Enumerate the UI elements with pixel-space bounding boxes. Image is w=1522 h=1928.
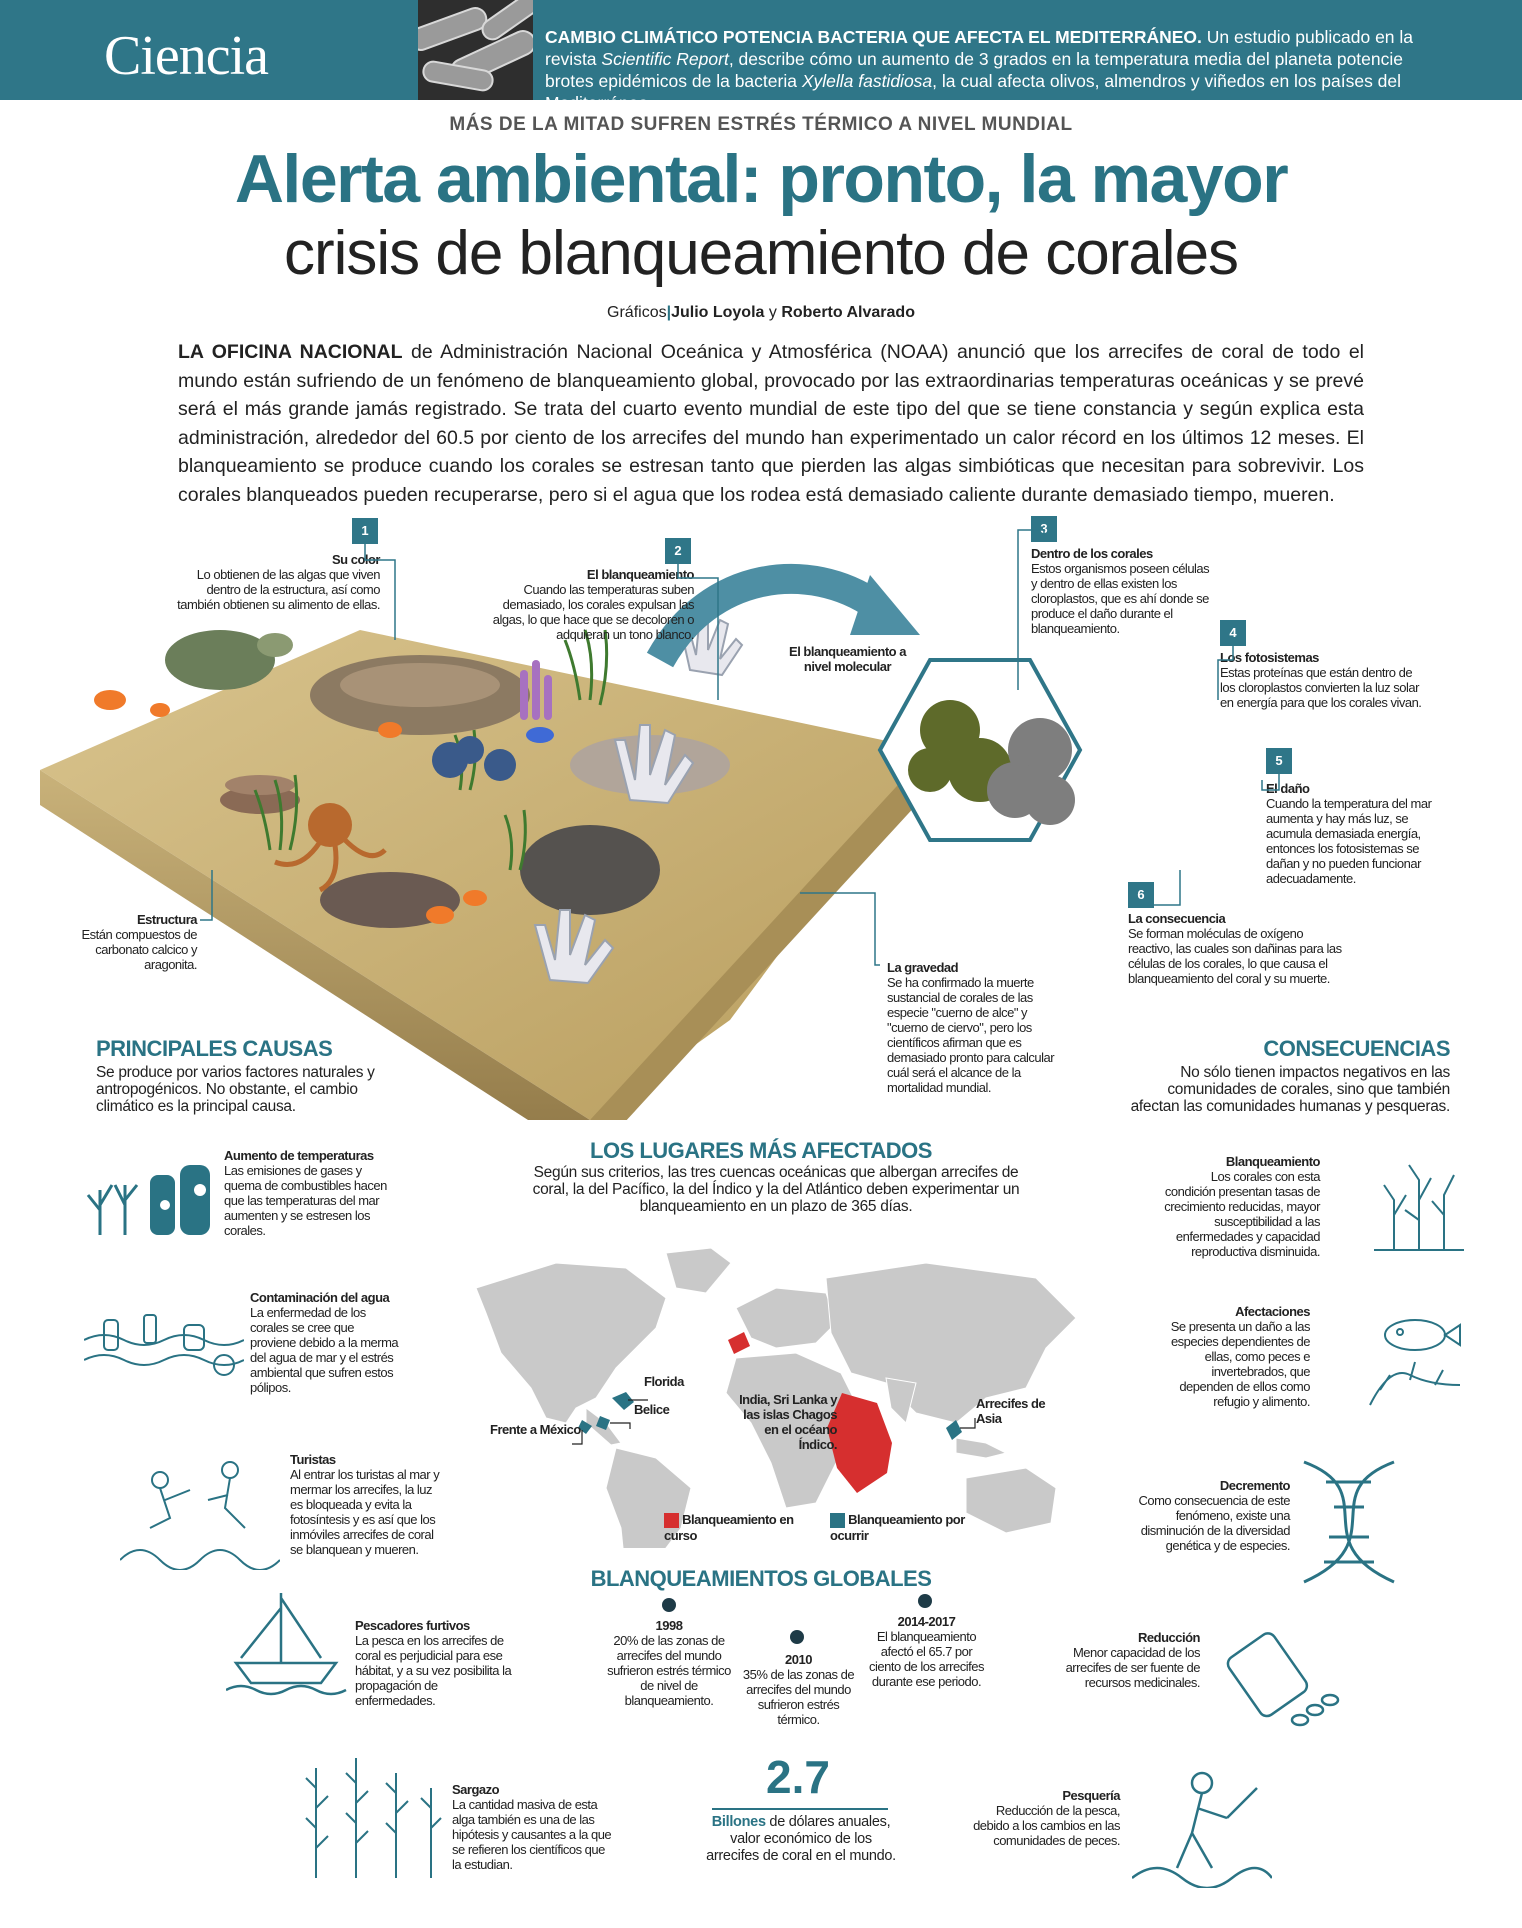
label-blanqueamiento-text: Cuando las temperaturas suben demasiado, los corales expulsan las algas, lo que hace que se decoloren o adquieran un tono blanco.: [492, 582, 694, 642]
map-label-belice: Belice: [634, 1402, 670, 1417]
stat-value: 2.7: [766, 1751, 830, 1803]
label-fotosistemas-text: Estas proteínas que están dentro de los cloroplastos convierten la luz solar en energía para que los corales vivan.: [1220, 665, 1422, 710]
label-molecular-heading: El blanqueamiento a nivel molecular: [789, 644, 906, 674]
cons-decrement: [1110, 1478, 1290, 1553]
lead-in: LA OFICINA NACIONAL: [178, 341, 403, 363]
timeline-1998-text: 20% de las zonas de arrecifes del mundo sufrieron estrés térmico de nivel de blanqueamiento.: [607, 1633, 731, 1708]
label-consecuencia-text: Se forman moléculas de oxígeno reactivo, las cuales son dañinas para las células de los corales, lo que causa el blanqueamiento del coral y su muerte.: [1128, 926, 1342, 986]
byline-author-1: Julio Loyola: [671, 304, 765, 321]
timeline-1998-year: 1998: [655, 1618, 683, 1633]
legend-current-label: Blanqueamiento en curso: [664, 1512, 794, 1544]
area-asia: [946, 1420, 962, 1440]
cons-affectations-heading: Afectaciones: [1235, 1304, 1310, 1319]
marker-6: 6: [1128, 882, 1154, 908]
cons-reduction-heading: Reducción: [1138, 1630, 1200, 1645]
news-journal: Scientific Report: [601, 49, 729, 69]
label-blanqueamiento-heading: El blanqueamiento: [586, 567, 694, 582]
timeline-marker-1998: [662, 1598, 676, 1612]
timeline-2014-text: El blanqueamiento afectó el 65.7 por ciento de los arrecifes durante ese periodo.: [869, 1629, 984, 1689]
tourists-diving-icon: [120, 1450, 280, 1570]
timeline-2010: [736, 1652, 861, 1727]
cause-temperature-heading: Aumento de temperaturas: [224, 1148, 374, 1163]
byline-and: y: [764, 304, 782, 321]
label-gravedad-text: Se ha confirmado la muerte sustancial de corales de las especie "cuerno de alce" y "cuerno de ciervo", pero los científicos afirman que es demasiado pronto para calcular cuál será el alcance de la mortalidad mundial.: [887, 975, 1055, 1095]
timeline-2010-year: 2010: [785, 1652, 812, 1667]
label-estructura-heading: Estructura: [136, 912, 197, 927]
label-gravedad-heading: La gravedad: [887, 960, 959, 975]
label-su-color-heading: Su color: [331, 552, 380, 567]
headline-line-1: Alerta ambiental: pronto, la mayor: [234, 141, 1288, 217]
news-body-1: Un estudio publicado en la revista: [545, 27, 1414, 69]
map-label-mexico: Frente a México: [490, 1422, 581, 1437]
map-label-asia: Arrecifes de Asia: [976, 1396, 1046, 1426]
legend-current-swatch: [664, 1513, 679, 1528]
cause-poachers: [355, 1618, 515, 1708]
cause-poachers-heading: Pescadores furtivos: [355, 1618, 470, 1633]
legend-future-label: Blanqueamiento por ocurrir: [830, 1512, 965, 1544]
label-consecuencia-heading: La consecuencia: [1128, 911, 1226, 926]
stat-caption: [706, 1814, 896, 1865]
marker-3: 3: [1031, 516, 1057, 542]
marker-1: 1: [352, 518, 378, 544]
water-pollution-icon: [84, 1310, 244, 1390]
stat-divider: [712, 1808, 888, 1810]
lead-body: de Administración Nacional Oceánica y Atmosférica (NOAA) anunció que los arrecifes de coral de todo el mundo están sufriendo de un fenómeno de blanqueamiento global, provocado por las extraordinarias temperaturas oceánicas y se prevé será el más grande jamás registrado. Se trata del cuarto evento mundial de este tipo del que se tiene constancia y según explica esta administración, alrededor del 60.5 por ciento de los arrecifes del mundo han experimentado un calor récord en los últimos 12 meses. El blanqueamiento se produce cuando los corales se estresan tanto que pierden las algas simbióticas que necesitan para sobrevivir. Los corales blanqueados pueden recuperarse, pero si el agua que los rodea está demasiado caliente durante demasiado tiempo, mueren.: [178, 341, 1365, 506]
byline-prefix: Gráficos: [607, 304, 667, 321]
cause-sargassum-text: La cantidad masiva de esta alga también es una de las hipótesis y causantes a la que se refieren los científicos que la estudian.: [452, 1797, 612, 1872]
fisherman-icon: [1132, 1768, 1272, 1888]
fishing-boat-icon: [226, 1588, 356, 1698]
marker-5: 5: [1266, 748, 1292, 774]
cons-bleaching-text: Los corales con esta condición presentan tasas de crecimiento reducidas, mayor susceptibilidad a las enfermedades y capacidad reproductiva disminuida.: [1164, 1169, 1320, 1259]
medicine-bottle-icon: [1220, 1620, 1350, 1730]
places-intro: Según sus criterios, las tres cuencas oceánicas que albergan arrecifes de coral, la del Pacífico, la del Índico y la del Atlántico deben experimentar un blanqueamiento en un plazo de 365 días.: [532, 1164, 1020, 1215]
news-body-3: , la cual afecta olivos, almendros y viñedos en los países del Mediterráneo.: [545, 71, 1402, 113]
consequences-title: CONSECUENCIAS: [1263, 1036, 1450, 1061]
label-dano-text: Cuando la temperatura del mar aumenta y hay más luz, se acumula demasiada energía, entonces los fotosistemas se dañan y no pueden funcionar adecuadamente.: [1266, 796, 1432, 886]
news-body-2: , describe cómo un aumento de 3 grados en la temperatura media del planeta potencie brotes epidémicos de la bacteria: [545, 49, 1404, 91]
marker-4: 4: [1220, 620, 1246, 646]
sargassum-icon: [296, 1758, 446, 1878]
timeline-title: BLANQUEAMIENTOS GLOBALES: [590, 1566, 932, 1591]
label-su-color-text: Lo obtienen de las algas que viven dentro de la estructura, así como también obtienen su alimento de ellas.: [177, 567, 380, 612]
timeline-marker-2014: [918, 1594, 932, 1608]
label-estructura-text: Están compuestos de carbonato calcico y aragonita.: [81, 927, 197, 972]
news-species: Xylella fastidiosa: [801, 71, 933, 91]
byline-author-2: Roberto Alvarado: [781, 304, 915, 321]
causes-intro: Se produce por varios factores naturales y antropogénicos. No obstante, el cambio climático es la principal causa.: [96, 1064, 375, 1115]
label-dano-heading: El daño: [1266, 781, 1310, 796]
cause-sargassum: [452, 1782, 612, 1872]
cons-fishery: [960, 1788, 1120, 1848]
bleached-coral-icon: [1364, 1150, 1474, 1260]
cause-tourists-heading: Turistas: [290, 1452, 336, 1467]
marker-2: 2: [665, 538, 691, 564]
timeline-2010-text: 35% de las zonas de arrecifes del mundo sufrieron estrés térmico.: [742, 1667, 855, 1727]
timeline-1998: [604, 1618, 734, 1708]
cause-poachers-text: La pesca en los arrecifes de coral es perjudicial para ese hábitat, y a su vez posibilita la propagación de enfermedades.: [355, 1633, 512, 1708]
places-title: LOS LUGARES MÁS AFECTADOS: [590, 1138, 932, 1163]
cons-bleaching-heading: Blanqueamiento: [1225, 1154, 1320, 1169]
cons-fishery-text: Reducción de la pesca, debido a los cambios en las comunidades de peces.: [973, 1803, 1120, 1848]
cons-decrement-heading: Decremento: [1219, 1478, 1290, 1493]
timeline-2014-year: 2014-2017: [897, 1614, 956, 1629]
map-label-india: India, Sri Lanka y las islas Chagos en el océano Índico.: [739, 1392, 837, 1452]
kicker: MÁS DE LA MITAD SUFREN ESTRÉS TÉRMICO A NIVEL MUNDIAL: [449, 114, 1073, 135]
cons-reduction-text: Menor capacidad de los arrecifes de ser fuente de recursos medicinales.: [1065, 1645, 1200, 1690]
news-title: CAMBIO CLIMÁTICO POTENCIA BACTERIA QUE AFECTA EL MEDITERRÁNEO.: [545, 27, 1202, 47]
cons-affectations: [1160, 1304, 1310, 1409]
consequences-intro: No sólo tienen impactos negativos en las comunidades de corales, sino que también afectan las comunidades humanas y pesqueras.: [1130, 1064, 1450, 1115]
cause-pollution: [250, 1290, 400, 1395]
cons-bleaching: [1160, 1154, 1320, 1259]
cause-pollution-heading: Contaminación del agua: [250, 1290, 390, 1305]
legend-current: [664, 1512, 814, 1543]
cause-tourists-text: Al entrar los turistas al mar y mermar los arrecifes, la luz es bloqueada y evita la fotosíntesis y es así que los inmóviles arrecifes de coral se blanquean y mueren.: [290, 1467, 440, 1557]
causes-title: PRINCIPALES CAUSAS: [96, 1036, 333, 1061]
cons-reduction: [1060, 1630, 1200, 1690]
cause-temperature-text: Las emisiones de gases y quema de combustibles hacen que las temperaturas del mar aumenten y se estresen los corales.: [224, 1163, 387, 1238]
label-fotosistemas-heading: Los fotosistemas: [1220, 650, 1319, 665]
stat-unit: Billones: [711, 1814, 766, 1830]
legend-future: [830, 1512, 980, 1543]
cons-decrement-text: Como consecuencia de este fenómeno, existe una disminución de la diversidad genética y de especies.: [1138, 1493, 1290, 1553]
headline-line-2: crisis de blanqueamiento de corales: [283, 219, 1239, 288]
fish-and-coral-icon: [1360, 1300, 1470, 1410]
label-dentro-heading: Dentro de los corales: [1031, 546, 1153, 561]
section-name: Ciencia: [104, 25, 269, 87]
cause-tourists: [290, 1452, 440, 1557]
label-dentro-text: Estos organismos poseen células y dentro de ellas existen los cloroplastos, que es ahí donde se produce el daño durante el blanqueamiento.: [1031, 561, 1210, 636]
cons-fishery-heading: Pesquería: [1062, 1788, 1120, 1803]
cons-affectations-text: Se presenta un daño a las especies dependientes de ellas, como peces e invertebrados, que dependen de ellos como refugio y alimento.: [1170, 1319, 1310, 1409]
legend-future-swatch: [830, 1513, 845, 1528]
cause-sargassum-heading: Sargazo: [452, 1782, 500, 1797]
timeline-2014: [864, 1614, 989, 1689]
byline-sep: |: [666, 304, 672, 321]
area-florida: [612, 1392, 634, 1410]
timeline-marker-2010: [790, 1630, 804, 1644]
stat-text: de dólares anuales, valor económico de los arrecifes de coral en el mundo.: [706, 1814, 896, 1864]
map-label-florida: Florida: [644, 1374, 684, 1389]
area-red-sea: [728, 1332, 750, 1354]
cause-pollution-text: La enfermedad de los corales se cree que proviene debido a la merma del agua de mar y el estrés ambiental que sufren estos pólipos.: [250, 1305, 399, 1395]
